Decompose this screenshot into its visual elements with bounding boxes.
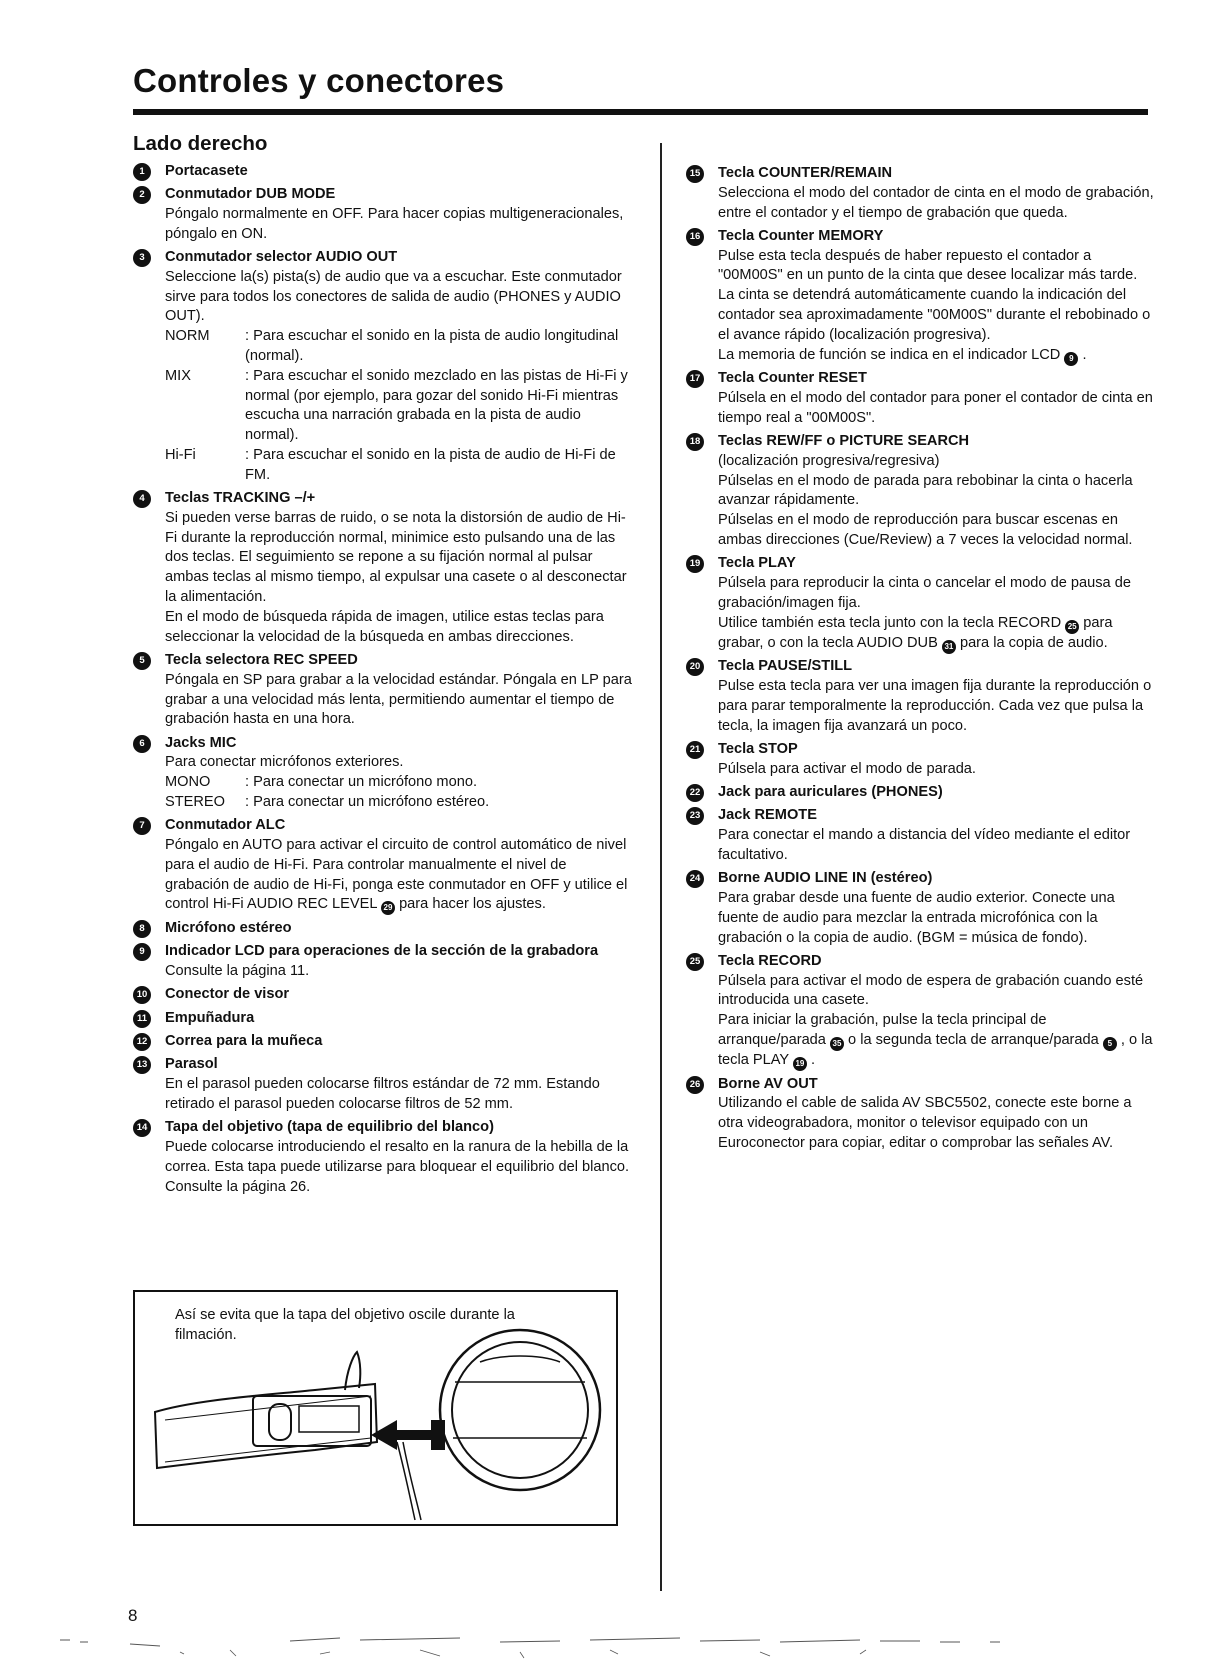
option-label: Hi-Fi [165,446,196,463]
item-description: Para conectar micrófonos exteriores. [165,754,404,771]
item-number-icon: 23 [686,807,704,825]
item-description: Seleccione la(s) pista(s) de audio que va a escuchar. Este conmutador sirve para todos los conectores de salida de audio (PHONES y AUDIO OUT). [165,268,622,325]
item-description: Utilizando el cable de salida AV SBC5502, conecte este borne a otra videograbadora, monitor o televisor equipado con un Euroconector para copiar, editar o comprobar las señales AV. [718,1095,1132,1151]
option-row [165,773,633,793]
description-text: Utilice también esta tecla junto con la tecla RECORD [718,614,1062,631]
control-item [133,1009,633,1029]
control-item [686,657,1156,736]
item-description: Púlsela para reproducir la cinta o cancelar el modo de pausa de grabación/imagen fija. [718,575,1131,611]
description-text: La memoria de función se indica en el indicador LCD [718,346,1061,363]
item-title: Jack REMOTE [718,807,817,824]
option-label: STEREO [165,794,226,810]
option-text: : Para conectar un micrófono estéreo. [245,794,490,810]
lens-cap-strap-illustration [135,1292,616,1524]
item-number-icon: 8 [133,920,151,938]
option-text: : Para escuchar el sonido en la pista de audio de Hi-Fi de FM. [245,446,616,483]
item-title: Borne AV OUT [718,1075,818,1092]
title-rule [133,109,1148,115]
control-item [133,734,633,813]
option-label: NORM [165,328,210,345]
item-description: Púlsela para activar el modo de parada. [718,760,976,777]
control-item [133,1055,633,1114]
item-number-icon: 9 [133,943,151,961]
item-description: Para conectar el mando a distancia del vídeo mediante el editor facultativo. [718,827,1131,863]
reference-number-icon: 19 [793,1057,807,1071]
control-item [133,942,633,982]
description-text: . [810,1052,816,1069]
item-number-icon: 25 [686,953,704,971]
illustration-caption: Así se evita que la tapa del objetivo oscile durante la filmación. [175,1307,515,1343]
control-item [133,985,633,1005]
item-number-icon: 17 [686,370,704,388]
item-title: Empuñadura [165,1009,255,1026]
item-title: Teclas REW/FF o PICTURE SEARCH [718,433,970,450]
item-number-icon: 12 [133,1033,151,1051]
option-row [165,793,633,813]
control-item [133,919,633,939]
option-row [165,367,633,446]
item-description: Púlsela para activar el modo de espera de grabación cuando esté introducida una casete. [718,972,1144,1009]
item-title: Correa para la muñeca [165,1032,323,1049]
insert-arrow-icon [371,1420,445,1450]
item-number-icon: 19 [686,555,704,573]
item-description: Pulse esta tecla para ver una imagen fija durante la reproducción o para parar temporalmente la reproducción. Cada vez que pulsa la tecla, la imagen fija avanzará un poco. [718,678,1152,734]
item-title: Portacasete [165,162,248,179]
control-item [686,369,1156,428]
option-label: MONO [165,774,211,791]
control-item [686,1075,1156,1154]
item-title: Tecla selectora REC SPEED [165,651,358,668]
option-text: : Para escuchar el sonido mezclado en las pistas de Hi-Fi y normal (por ejemplo, para gozar del sonido Hi-Fi mientras escucha una narración grabada en la pista de audio normal). [245,367,628,444]
control-item [686,952,1156,1071]
control-item [686,164,1156,223]
item-description: En el modo de búsqueda rápida de imagen, utilice estas teclas para seleccionar la velocidad de la búsqueda en ambas direcciones. [165,608,604,645]
page-number: 8 [128,1606,138,1625]
option-text: : Para escuchar el sonido en la pista de audio longitudinal (normal). [245,328,619,364]
item-description: (localización progresiva/regresiva) [718,452,940,469]
item-description [718,614,1156,654]
item-number-icon: 21 [686,741,704,759]
right-column [686,164,1156,1157]
item-number-icon: 10 [133,986,151,1004]
item-title: Tecla Counter RESET [718,370,867,387]
item-title: Tapa del objetivo (tapa de equilibrio del blanco) [165,1119,494,1136]
strap-loop [345,1352,360,1390]
item-number-icon: 14 [133,1119,151,1137]
item-title: Conmutador selector AUDIO OUT [165,248,398,265]
item-description: Puede colocarse introduciendo el resalto en la ranura de la hebilla de la correa. Esta tapa puede utilizarse para bloquear el equilibrio del blanco. Consulte la página 26. [165,1138,630,1195]
description-text: para la copia de audio. [959,634,1108,651]
item-description [165,836,633,915]
control-item [686,432,1156,551]
item-title: Conmutador ALC [165,817,286,834]
reference-number-icon: 9 [1064,352,1078,366]
item-number-icon: 3 [133,249,151,267]
item-description: Púlselas en el modo de parada para rebobinar la cinta o hacerla avanzar rápidamente. [718,472,1133,509]
description-text: para grabar, o con la tecla AUDIO DUB [718,614,1113,651]
option-label: MIX [165,367,191,384]
item-number-icon: 4 [133,490,151,508]
item-title: Tecla COUNTER/REMAIN [718,165,893,181]
item-number-icon: 16 [686,228,704,246]
scan-noise [0,1632,1221,1664]
item-description: Póngalo normalmente en OFF. Para hacer copias multigeneracionales, póngalo en ON. [165,205,624,242]
item-description: Consulte la página 11. [165,963,310,980]
control-item [133,248,633,486]
item-description: Selecciona el modo del contador de cinta en el modo de grabación, entre el contador y el tiempo de grabación que queda. [718,184,1154,221]
option-text: : Para conectar un micrófono mono. [245,774,477,791]
item-title: Conector de visor [165,986,290,1003]
section-heading: Lado derecho [133,132,268,155]
item-description: Púlselas en el modo de reproducción para buscar escenas en ambas direcciones (Cue/Review) a 7 veces la velocidad normal. [718,512,1133,549]
description-text: Para iniciar la grabación, pulse la tecla principal de arranque/parada [718,1012,1047,1049]
item-description: Púlsela en el modo del contador para poner el contador de cinta en tiempo real a "00M00S". [718,389,1153,426]
item-title: Tecla RECORD [718,952,822,969]
item-number-icon: 22 [686,784,704,802]
item-description: Para grabar desde una fuente de audio exterior. Conecte una fuente de audio para mezclar la entrada microfónica con la grabación o la copia de audio. (BGM = música de fondo). [718,890,1115,946]
item-title: Borne AUDIO LINE IN (estéreo) [718,870,933,887]
column-divider [660,143,662,1591]
item-number-icon: 2 [133,186,151,204]
control-item [133,651,633,730]
right-item-list [686,164,1156,1154]
description-text: . [1082,346,1087,363]
control-item [133,816,633,915]
item-number-icon: 7 [133,817,151,835]
item-title: Jack para auriculares (PHONES) [718,784,943,801]
control-item [133,162,633,182]
item-title: Micrófono estéreo [165,919,292,936]
description-text: , o la tecla PLAY [718,1032,1153,1069]
description-text: o la segunda tecla de arranque/parada [848,1032,1099,1049]
item-description: Póngala en SP para grabar a la velocidad estándar. Póngala en LP para grabar a una velocidad más lenta, permitiendo aumentar el tiempo de grabación hasta en una hora. [165,671,632,728]
item-title: Indicador LCD para operaciones de la sección de la grabadora [165,943,599,960]
item-title: Tecla PLAY [718,555,796,572]
control-item [686,869,1156,948]
reference-number-icon: 29 [381,901,395,915]
lens-cap [440,1330,600,1490]
item-number-icon: 20 [686,658,704,676]
item-title: Conmutador DUB MODE [165,186,336,203]
item-title: Tecla PAUSE/STILL [718,658,853,675]
reference-number-icon: 25 [1065,620,1079,634]
reference-number-icon: 35 [830,1037,844,1051]
control-item [686,806,1156,865]
option-row [165,327,633,367]
illustration-box [133,1290,618,1526]
control-item [133,1032,633,1052]
control-item [686,227,1156,366]
item-description: Si pueden verse barras de ruido, o se nota la distorsión de audio de Hi-Fi durante la reproducción normal, minimice esto pulsando una de las dos teclas. El seguimiento se repone a su fijación normal al pulsar ambas teclas al mismo tiempo, al expulsar una casete o al desconectar la alimentación. [165,509,627,606]
item-title: Tecla STOP [718,740,798,757]
item-description [718,346,1156,366]
item-number-icon: 15 [686,165,704,183]
option-row [165,446,633,486]
item-title: Tecla Counter MEMORY [718,227,884,244]
item-number-icon: 13 [133,1056,151,1074]
item-number-icon: 11 [133,1010,151,1028]
item-description: En el parasol pueden colocarse filtros estándar de 72 mm. Estando retirado el parasol pueden colocarse filtros de 52 mm. [165,1076,600,1112]
description-text: Póngalo en AUTO para activar el circuito de control automático de nivel para el audio de Hi-Fi. Para controlar manualmente el nivel de grabación de audio de Hi-Fi, ponga este conmutador en OFF y utilice el control Hi-Fi AUDIO REC LEVEL [165,837,628,913]
left-column [133,134,633,1201]
strap-buckle [253,1396,371,1446]
item-title: Teclas TRACKING –/+ [165,490,316,507]
control-item [133,1118,633,1197]
description-text: para hacer los ajustes. [399,896,546,913]
item-number-icon: 24 [686,870,704,888]
item-description: Pulse esta tecla después de haber repuesto el contador a "00M00S" en un punto de la cinta que desee localizar más tarde. La cinta se detendrá automáticamente cuando la indicación del contador sea aproximadamente "00M00S" durante el rebobinado o el avance rápido (localización progresiva). [718,247,1151,343]
item-description [718,1011,1156,1071]
control-item [686,740,1156,780]
control-item [686,783,1156,803]
reference-number-icon: 31 [942,640,956,654]
page-title: Controles y conectores [133,62,505,99]
item-number-icon: 5 [133,652,151,670]
reference-number-icon: 5 [1103,1037,1117,1051]
left-item-list [133,162,633,1198]
control-item [686,554,1156,653]
item-title: Jacks MIC [165,734,237,751]
item-title: Parasol [165,1056,218,1073]
item-number-icon: 1 [133,163,151,181]
control-item [133,185,633,244]
item-number-icon: 26 [686,1076,704,1094]
item-number-icon: 18 [686,433,704,451]
item-number-icon: 6 [133,735,151,753]
control-item [133,489,633,647]
